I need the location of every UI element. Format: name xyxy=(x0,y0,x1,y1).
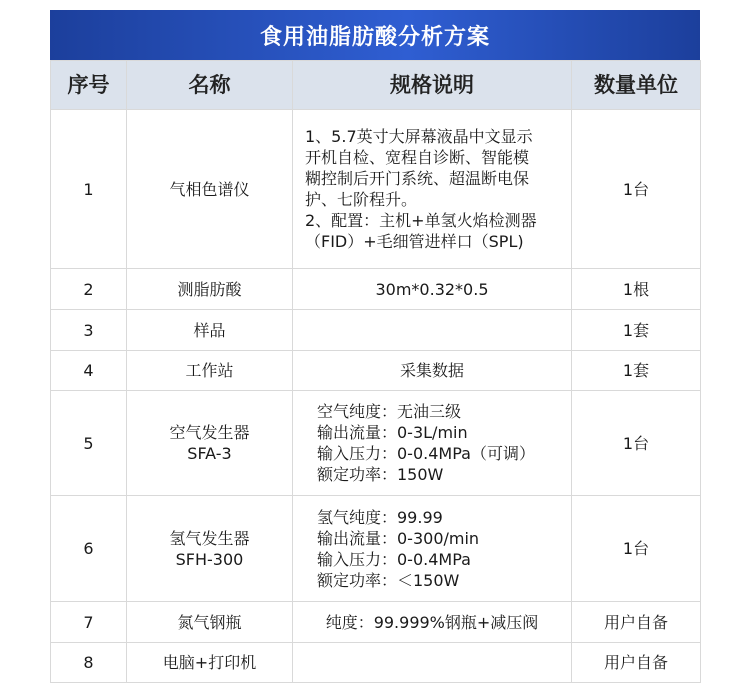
scheme-table xyxy=(50,60,701,683)
cell-spec-line: 额定功率：＜150W xyxy=(317,570,460,590)
cell-spec-line: 空气纯度：无油三级 xyxy=(317,402,462,421)
table-row xyxy=(51,391,701,496)
table-row xyxy=(51,496,701,602)
cell-quantity: 1台 xyxy=(572,496,701,602)
cell-spec-line: 氢气纯度：99.99 xyxy=(317,507,443,527)
cell-spec-line: 输入压力：0-0.4MPa xyxy=(317,549,471,569)
cell-name xyxy=(127,269,293,310)
cell-name-line: 空气发生器 xyxy=(169,423,250,442)
cell-index: 1 xyxy=(51,110,127,269)
cell-spec xyxy=(293,110,572,269)
cell-spec-line: 护、七阶程升。 xyxy=(305,190,418,209)
cell-quantity: 用户自备 xyxy=(572,643,701,683)
cell-quantity: 1根 xyxy=(572,269,701,310)
cell-name xyxy=(127,351,293,391)
table-row xyxy=(51,351,701,391)
cell-spec-line: 采集数据 xyxy=(399,361,464,380)
scheme-panel xyxy=(50,10,700,683)
header-spec: 规格说明 xyxy=(293,61,572,110)
cell-name xyxy=(127,310,293,351)
header-quantity: 数量单位 xyxy=(572,61,701,110)
cell-quantity: 1台 xyxy=(572,110,701,269)
cell-spec xyxy=(293,351,572,391)
cell-spec xyxy=(293,602,572,643)
cell-spec-line: 1、5.7英寸大屏幕液晶中文显示 xyxy=(305,127,533,146)
cell-index: 7 xyxy=(51,602,127,643)
cell-quantity: 1台 xyxy=(572,391,701,496)
cell-name-line: 氢气发生器 xyxy=(169,528,250,548)
header-row xyxy=(51,61,701,110)
cell-spec-line: 2、配置：主机+单氢火焰检测器 xyxy=(305,211,537,230)
table-title: 食用油脂肪酸分析方案 xyxy=(50,10,700,60)
cell-spec xyxy=(293,496,572,602)
cell-name-line: 样品 xyxy=(193,320,226,340)
cell-index: 3 xyxy=(51,310,127,351)
cell-spec-line: 30m*0.32*0.5 xyxy=(375,279,489,299)
table-row xyxy=(51,269,701,310)
table-row xyxy=(51,643,701,683)
cell-name xyxy=(127,496,293,602)
cell-spec-line: 额定功率：150W xyxy=(317,465,444,484)
cell-spec-line: （FID）+毛细管进样口（SPL) xyxy=(305,232,524,251)
cell-index: 8 xyxy=(51,643,127,683)
cell-name xyxy=(127,391,293,496)
cell-name-line: 测脂肪酸 xyxy=(177,279,242,299)
cell-name xyxy=(127,110,293,269)
cell-name-line: 氮气钢瓶 xyxy=(177,612,242,632)
header-index: 序号 xyxy=(51,61,127,110)
cell-name-line: 气相色谱仪 xyxy=(169,179,250,199)
header-name: 名称 xyxy=(127,61,293,110)
cell-name-line: 工作站 xyxy=(185,361,234,380)
cell-quantity: 1套 xyxy=(572,310,701,351)
cell-spec-line: 开机自检、宽程自诊断、智能模 xyxy=(305,148,530,167)
cell-name xyxy=(127,602,293,643)
cell-spec-line: 糊控制后开门系统、超温断电保 xyxy=(305,169,530,188)
cell-name-line: SFH-300 xyxy=(175,549,244,569)
cell-name xyxy=(127,643,293,683)
cell-quantity: 用户自备 xyxy=(572,602,701,643)
cell-name-line: 电脑+打印机 xyxy=(162,653,257,672)
table-row xyxy=(51,110,701,269)
cell-spec-line: 纯度：99.999%钢瓶+减压阀 xyxy=(325,612,539,632)
cell-spec-line: 输出流量：0-3L/min xyxy=(317,423,468,442)
cell-name-line: SFA-3 xyxy=(187,444,232,463)
table-row xyxy=(51,310,701,351)
cell-spec xyxy=(293,391,572,496)
cell-index: 4 xyxy=(51,351,127,391)
cell-index: 5 xyxy=(51,391,127,496)
cell-spec xyxy=(293,310,572,351)
cell-spec-line: 输入压力：0-0.4MPa（可调） xyxy=(317,444,535,463)
cell-spec-line: 输出流量：0-300/min xyxy=(317,528,480,548)
cell-spec xyxy=(293,269,572,310)
table-row xyxy=(51,602,701,643)
cell-quantity: 1套 xyxy=(572,351,701,391)
cell-index: 6 xyxy=(51,496,127,602)
cell-spec xyxy=(293,643,572,683)
table-body xyxy=(51,110,701,683)
cell-index: 2 xyxy=(51,269,127,310)
